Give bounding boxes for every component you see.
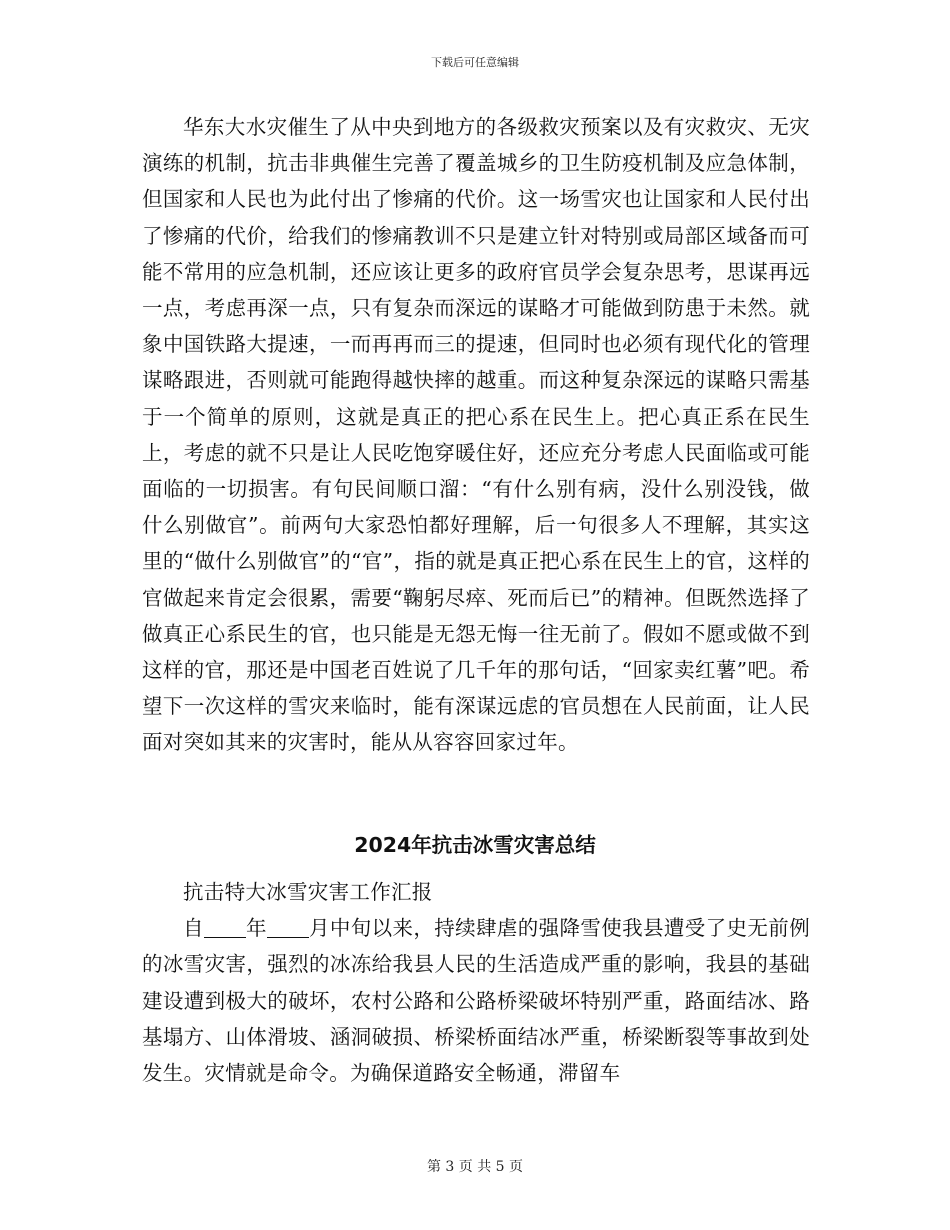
paragraph-2-lead: 自 <box>183 916 204 941</box>
blank-underline-1 <box>204 917 246 939</box>
page-footer: 第 3 页 共 5 页 <box>426 1159 524 1175</box>
paragraph-2-mid2: 月中旬以来，持续肆虐的强降雪使我县遭受了史无前例的冰雪灾害，强烈的冰冻给我县人民的生活造成严重的影响，我县的基础建设遭到极大的破坏，农村公路和公路桥梁破坏特别严重，路面结冰、路基塌方、山体滑坡、涵洞破损、桥梁桥面结冰严重，桥梁断裂等事故到处发生。灾情就是命令。为确保道路安全畅通，滞留车 <box>142 916 810 1086</box>
paragraph-2 <box>142 910 810 1091</box>
section-title: 2024年抗击冰雪灾害总结 <box>354 833 596 857</box>
blank-underline-2 <box>267 917 309 939</box>
page-header: 下载后可任意编辑 <box>431 56 519 69</box>
body-section-1 <box>142 109 810 761</box>
body-section-2 <box>142 874 810 1091</box>
paragraph-2-mid1: 年 <box>245 916 267 941</box>
subtitle: 抗击特大冰雪灾害工作汇报 <box>183 880 433 904</box>
paragraph-1: 华东大水灾催生了从中央到地方的各级救灾预案以及有灾救灾、无灾演练的机制，抗击非典催生完善了覆盖城乡的卫生防疫机制及应急体制，但国家和人民也为此付出了惨痛的代价。这一场雪灾也让国家和人民付出了惨痛的代价，给我们的惨痛教训不只是建立针对特别或局部区域备而可能不常用的应急机制，还应该让更多的政府官员学会复杂思考，思谋再远一点，考虑再深一点，只有复杂而深远的谋略才可能做到防患于未然。就象中国铁路大提速，一而再再而三的提速，但同时也必须有现代化的管理谋略跟进，否则就可能跑得越快摔的越重。而这种复杂深远的谋略只需基于一个简单的原则，这就是真正的把心系在民生上。把心真正系在民生上，考虑的就不只是让人民吃饱穿暖住好，还应充分考虑人民面临或可能面临的一切损害。有句民间顺口溜：“有什么别有病，没什么别没钱，做什么别做官”。前两句大家恐怕都好理解，后一句很多人不理解，其实这里的“做什么别做官”的“官”，指的就是真正把心系在民生上的官，这样的官做起来肯定会很累，需要“鞠躬尽瘁、死而后已”的精神。但既然选择了做真正心系民生的官，也只能是无怨无悔一往无前了。假如不愿或做不到这样的官，那还是中国老百姓说了几千年的那句话，“回家卖红薯”吧。希望下一次这样的雪灾来临时，能有深谋远虑的官员想在人民前面，让人民面对突如其来的灾害时，能从从容容回家过年。 <box>142 115 810 755</box>
